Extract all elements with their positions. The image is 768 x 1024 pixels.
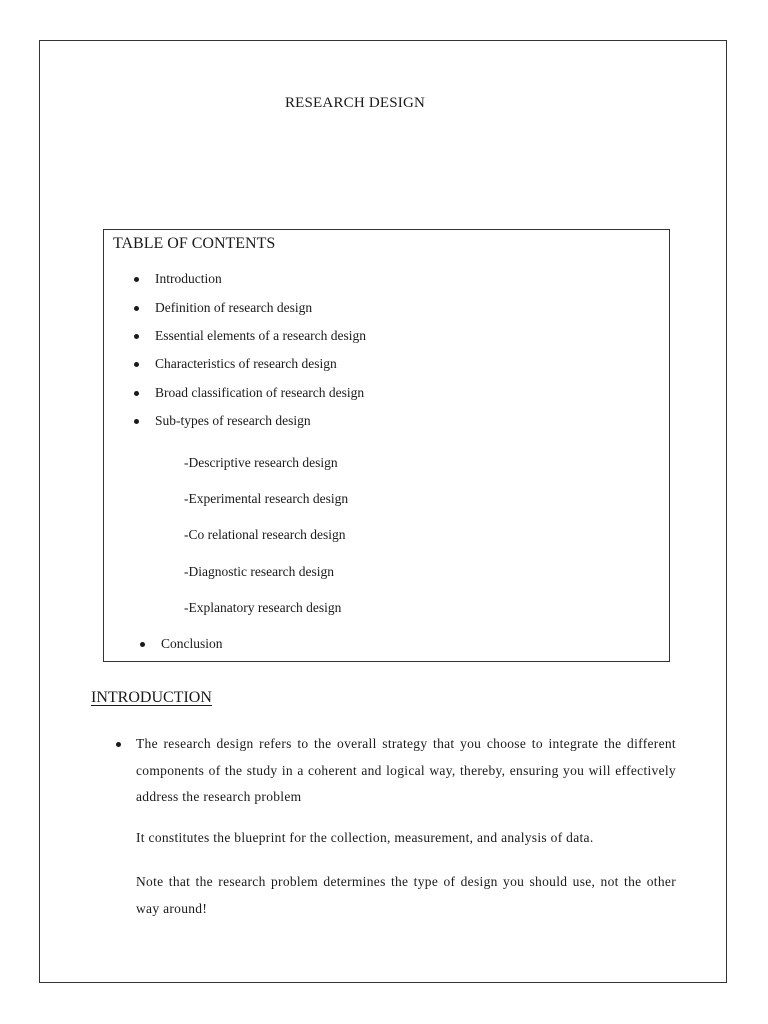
- toc-item-conclusion: [140, 636, 223, 652]
- bullet-icon: [134, 419, 139, 424]
- toc-item: [134, 300, 312, 316]
- toc-item-label: Characteristics of research design: [155, 356, 337, 371]
- toc-item: [134, 356, 337, 372]
- intro-paragraph: Note that the research problem determines the type of design you should use, not the other way around!: [136, 874, 676, 916]
- toc-subitem: -Co relational research design: [184, 527, 346, 542]
- toc-item: [134, 328, 366, 344]
- intro-paragraph: It constitutes the blueprint for the collection, measurement, and analysis of data.: [136, 830, 594, 845]
- document-title: RESEARCH DESIGN: [284, 95, 426, 111]
- toc-subitem: -Explanatory research design: [184, 600, 342, 615]
- intro-paragraph: The research design refers to the overall strategy that you choose to integrate the different components of the study in a coherent and logical way, thereby, ensuring you will effectively address the research problem: [136, 736, 676, 804]
- toc-item: [134, 385, 364, 401]
- toc-item-label: Sub-types of research design: [155, 413, 311, 428]
- toc-subitem: -Diagnostic research design: [184, 564, 334, 579]
- toc-item-label: Definition of research design: [155, 300, 313, 315]
- toc-subitem: -Descriptive research design: [184, 455, 338, 470]
- bullet-icon: [134, 277, 139, 282]
- introduction-heading: INTRODUCTION: [91, 689, 212, 706]
- toc-subitem: -Experimental research design: [184, 491, 349, 506]
- bullet-icon: [116, 742, 121, 747]
- bullet-icon: [140, 642, 145, 647]
- bullet-icon: [134, 334, 139, 339]
- bullet-icon: [134, 362, 139, 367]
- table-of-contents: [103, 229, 670, 662]
- toc-item-label: Essential elements of a research design: [155, 328, 367, 343]
- toc-item: [134, 413, 311, 429]
- toc-item-label: Introduction: [155, 271, 222, 286]
- toc-item-label: Broad classification of research design: [155, 385, 365, 400]
- toc-heading: TABLE OF CONTENTS: [113, 235, 276, 252]
- toc-item-label: Conclusion: [161, 636, 223, 651]
- bullet-icon: [134, 306, 139, 311]
- bullet-icon: [134, 391, 139, 396]
- toc-item: [134, 271, 222, 287]
- document-page: [39, 40, 727, 983]
